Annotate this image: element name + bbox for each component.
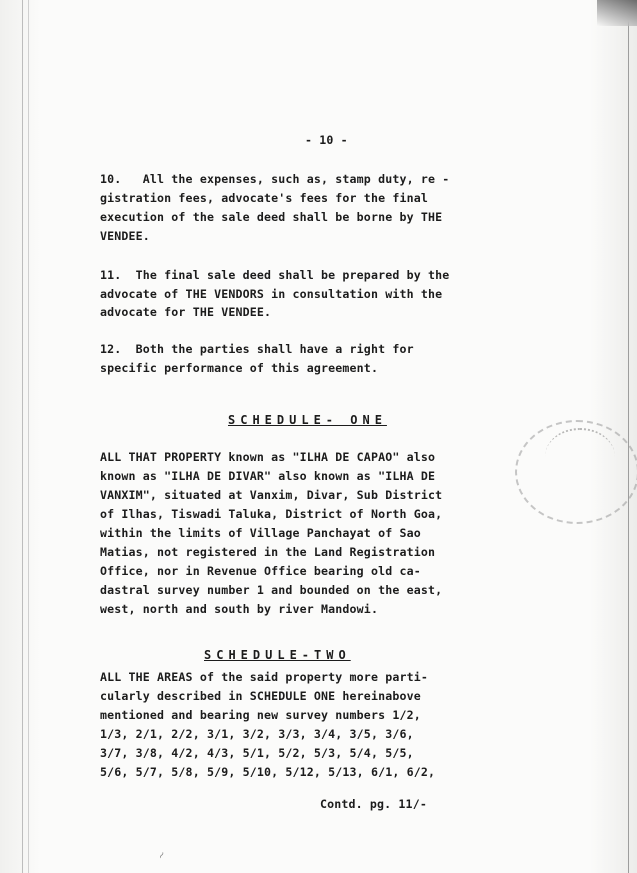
schedule-one-line: of Ilhas, Tiswadi Taluka, District of North Goa, <box>100 507 443 521</box>
paragraph-12-line: specific performance of this agreement. <box>100 361 379 375</box>
schedule-one-line: VANXIM", situated at Vanxim, Divar, Sub District <box>100 488 443 502</box>
paragraph-10-line: gistration fees, advocate's fees for the final <box>100 191 428 205</box>
schedule-one-line: ALL THAT PROPERTY known as "ILHA DE CAPAO" also <box>100 450 436 464</box>
paragraph-11-line: 11. The final sale deed shall be prepared by the <box>100 268 450 282</box>
schedule-two-heading: SCHEDULE-TWO <box>204 648 351 662</box>
schedule-one-line: within the limits of Village Panchayat of Sao <box>100 526 421 540</box>
scan-shadow <box>597 0 637 26</box>
schedule-one-line: Office, nor in Revenue Office bearing old ca- <box>100 564 421 578</box>
page-number: - 10 - <box>305 133 348 147</box>
continued-note: Contd. pg. 11/- <box>320 797 427 811</box>
schedule-one-line: west, north and south by river Mandowi. <box>100 602 379 616</box>
paragraph-11-line: advocate of THE VENDORS in consultation with the <box>100 287 443 301</box>
page-edge-line <box>22 0 23 873</box>
schedule-two-line: 5/6, 5/7, 5/8, 5/9, 5/10, 5/12, 5/13, 6/1, 6/2, <box>100 765 436 779</box>
paragraph-11-line: advocate for THE VENDEE. <box>100 305 272 319</box>
paragraph-10-line: execution of the sale deed shall be borne by THE <box>100 210 443 224</box>
schedule-one-line: dastral survey number 1 and bounded on the east, <box>100 583 443 597</box>
pen-mark: ~ <box>155 849 170 862</box>
schedule-two-line: mentioned and bearing new survey numbers 1/2, <box>100 708 421 722</box>
schedule-one-line: known as "ILHA DE DIVAR" also known as "ILHA DE <box>100 469 436 483</box>
schedule-two-line: ALL THE AREAS of the said property more parti- <box>100 670 428 684</box>
schedule-one-heading: SCHEDULE- ONE <box>228 413 387 427</box>
stamp-impression-inner <box>545 428 615 485</box>
page-edge-line <box>628 0 629 873</box>
paragraph-12-line: 12. Both the parties shall have a right for <box>100 342 414 356</box>
schedule-two-line: 1/3, 2/1, 2/2, 3/1, 3/2, 3/3, 3/4, 3/5, 3/6, <box>100 727 414 741</box>
paragraph-10-line: 10. All the expenses, such as, stamp duty, re - <box>100 172 450 186</box>
schedule-one-line: Matias, not registered in the Land Registration <box>100 545 436 559</box>
page-edge-line <box>28 0 29 873</box>
schedule-two-line: cularly described in SCHEDULE ONE hereinabove <box>100 689 421 703</box>
paragraph-10-line: VENDEE. <box>100 229 150 243</box>
schedule-two-line: 3/7, 3/8, 4/2, 4/3, 5/1, 5/2, 5/3, 5/4, 5/5, <box>100 746 414 760</box>
